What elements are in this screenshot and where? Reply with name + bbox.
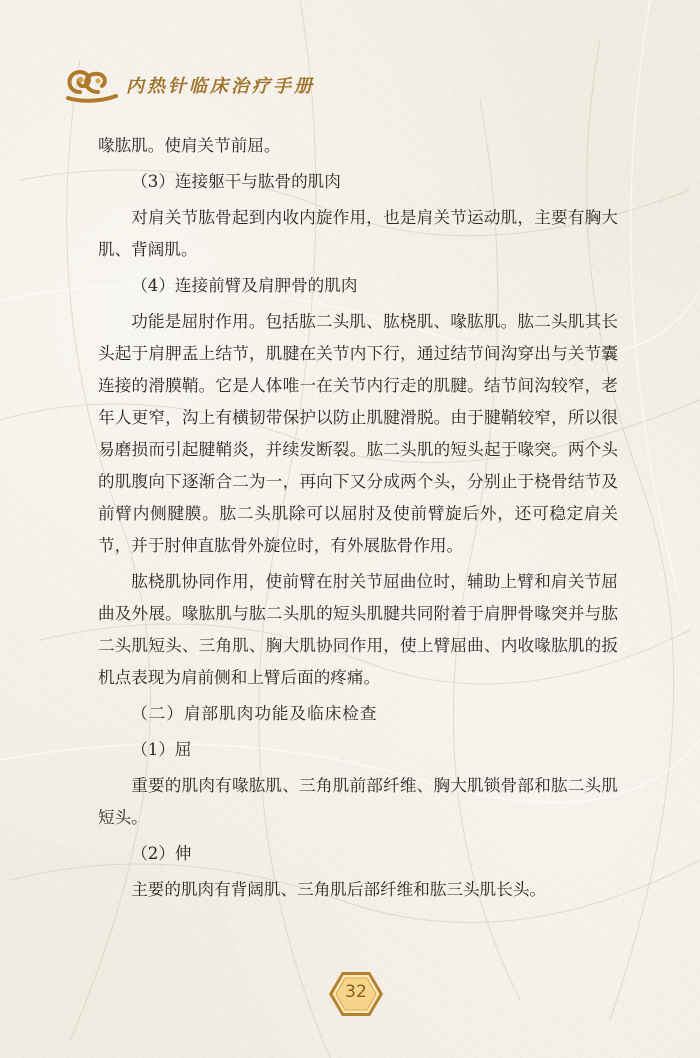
body-text xyxy=(98,130,618,906)
book-title: 内热针临床治疗手册 xyxy=(126,76,315,97)
paragraph: 功能是屈肘作用。包括肱二头肌、肱桡肌、喙肱肌。肱二头肌其长头起于肩胛盂上结节，肌腱在关节内下行，通过结节间沟穿出与关节囊连接的滑膜鞘。它是人体唯一在关节内行走的肌腱。结节间沟较窄，老年人更窄，沟上有横韧带保护以防止肌腱滑脱。由于腱鞘较窄，所以很易磨损而引起腱鞘炎，并续发断裂。肱二头肌的短头起于喙突。两个头的肌腹向下逐渐合二为一，再向下又分成两个头，分别止于桡骨结节及前臂内侧腱膜。肱二头肌除可以屈肘及使前臂旋后外，还可稳定肩关节，并于肘伸直肱骨外旋位时，有外展肱骨作用。 xyxy=(98,312,618,555)
paragraph: 重要的肌肉有喙肱肌、三角肌前部纤维、胸大肌锁骨部和肱二头肌短头。 xyxy=(98,776,618,827)
paragraph: 对肩关节肱骨起到内收内旋作用，也是肩关节运动肌，主要有胸大肌、背阔肌。 xyxy=(98,208,618,259)
subheading: （1）屈 xyxy=(131,740,192,759)
running-header xyxy=(60,62,460,106)
paragraph: 喙肱肌。使肩关节前屈。 xyxy=(98,136,281,155)
paragraph: 主要的肌肉有背阔肌、三角肌后部纤维和肱三头肌长头。 xyxy=(131,880,547,899)
subheading: （4）连接前臂及肩胛骨的肌肉 xyxy=(131,276,358,295)
page-number-badge xyxy=(328,970,384,1018)
page-number: 32 xyxy=(345,982,367,1002)
subheading: （2）伸 xyxy=(131,844,192,863)
section-heading: （二）肩部肌肉功能及临床检查 xyxy=(131,704,378,723)
cloud-ornament-icon xyxy=(60,62,120,106)
paragraph: 肱桡肌协同作用，使前臂在肘关节屈曲位时，辅助上臂和肩关节屈曲及外展。喙肱肌与肱二头肌的短头肌腱共同附着于肩胛骨喙突并与肱二头肌短头、三角肌、胸大肌协同作用，使上臂屈曲、内收喙肱肌的扳机点表现为肩前侧和上臂后面的疼痛。 xyxy=(98,572,618,687)
subheading: （3）连接躯干与肱骨的肌肉 xyxy=(131,172,341,191)
